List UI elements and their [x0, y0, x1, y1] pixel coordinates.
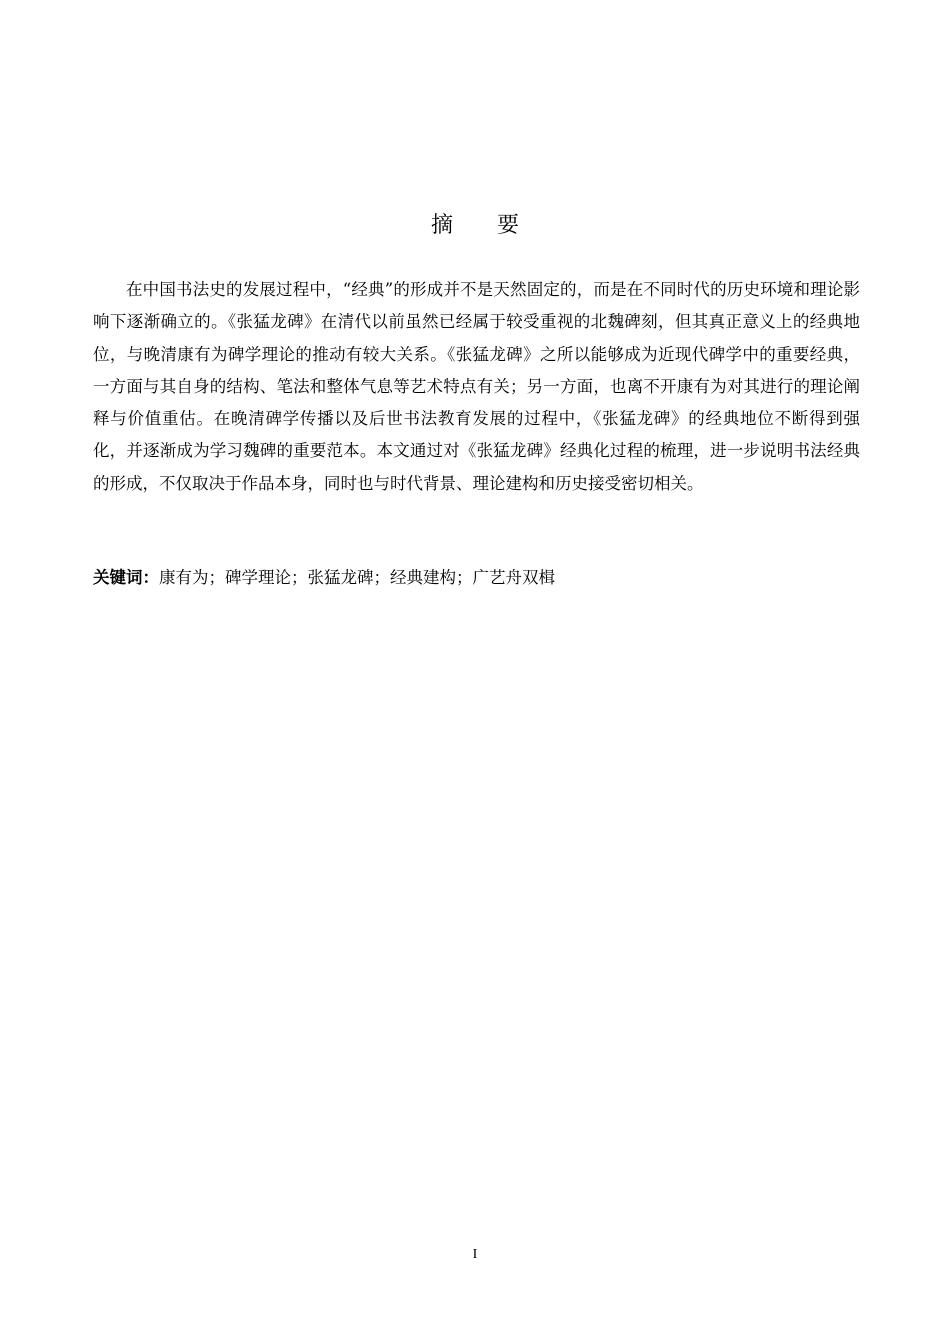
abstract-body: 在中国书法史的发展过程中，“经典”的形成并不是天然固定的，而是在不同时代的历史环境和理论影响下逐渐确立的。《张猛龙碑》在清代以前虽然已经属于较受重视的北魏碑刻，但其真正意义上的经典地位，与晚清康有为碑学理论的推动有较大关系。《张猛龙碑》之所以能够成为近现代碑学中的重要经典，一方面与其自身的结构、笔法和整体气息等艺术特点有关；另一方面，也离不开康有为对其进行的理论阐释与价值重估。在晚清碑学传播以及后世书法教育发展的过程中，《张猛龙碑》的经典地位不断得到强化，并逐渐成为学习魏碑的重要范本。本文通过对《张猛龙碑》经典化过程的梳理，进一步说明书法经典的形成，不仅取决于作品本身，同时也与时代背景、理论建构和历史接受密切相关。: [93, 280, 860, 493]
keywords-label: 关键词：: [93, 568, 159, 587]
page-number: I: [472, 1247, 478, 1262]
keywords-line: [93, 562, 860, 594]
abstract-title: 摘要: [430, 213, 563, 238]
keywords-list: 康有为；碑学理论；张猛龙碑；经典建构；广艺舟双楫: [159, 568, 555, 587]
